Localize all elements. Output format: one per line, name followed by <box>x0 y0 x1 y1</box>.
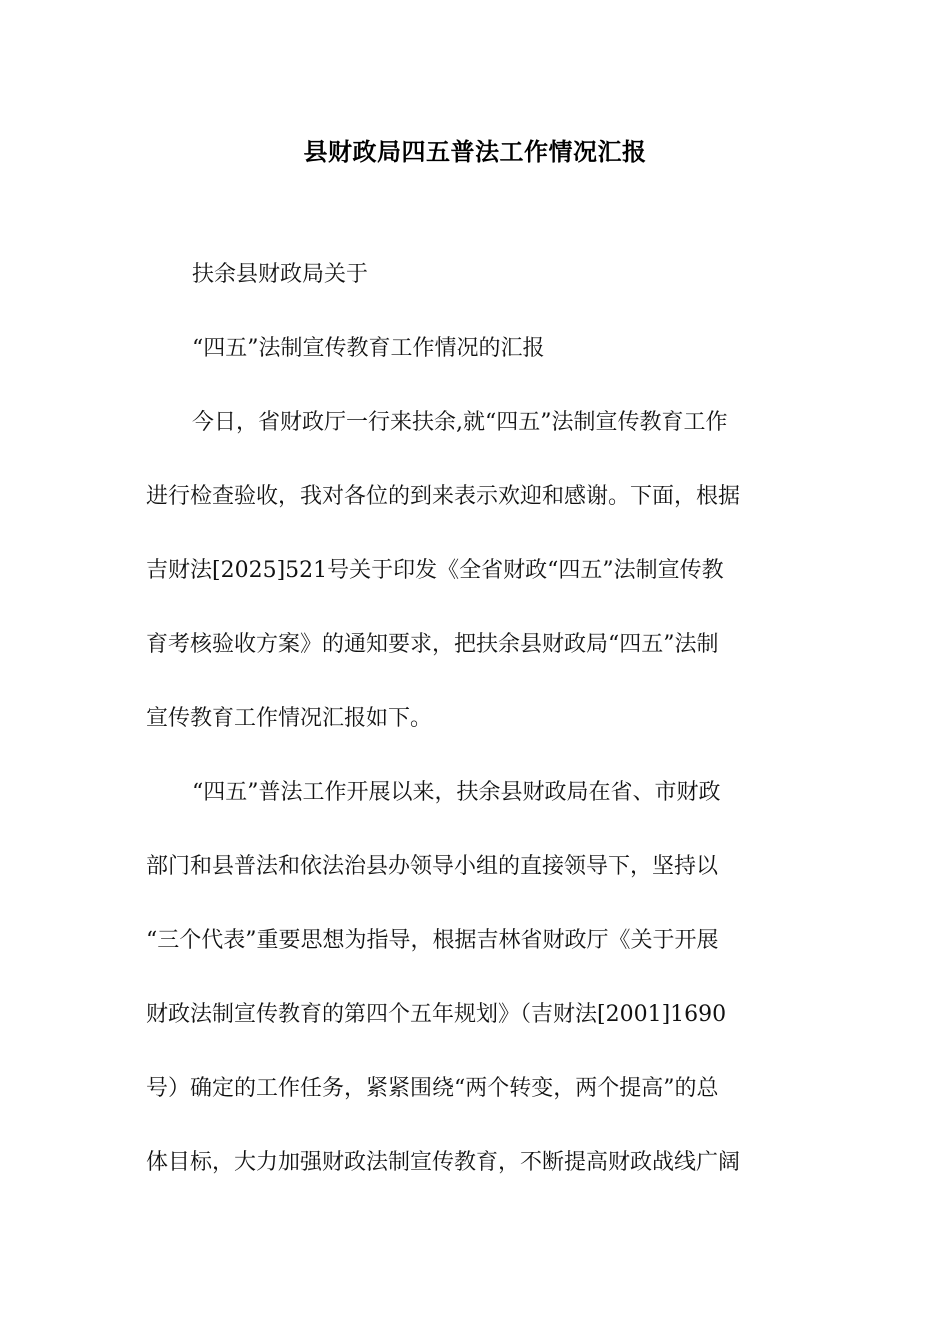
paragraph-2-line-6: 体目标，大力加强财政法制宣传教育，不断提高财政战线广阔 <box>146 1150 741 1175</box>
paragraph-1-line-1: 今日，省财政厅一行来扶余,就“四五”法制宣传教育工作 <box>192 410 728 435</box>
paragraph-2-line-5: 号）确定的工作任务，紧紧围绕“两个转变，两个提高”的总 <box>146 1076 719 1101</box>
paragraph-1-line-4: 育考核验收方案》的通知要求，把扶余县财政局“四五”法制 <box>146 632 719 657</box>
paragraph-2-line-1: “四五”普法工作开展以来，扶余县财政局在省、市财政 <box>192 780 721 805</box>
paragraph-2-line-2: 部门和县普法和依法治县办领导小组的直接领导下，坚持以 <box>146 854 719 879</box>
document-body <box>146 256 806 1218</box>
paragraph-2-line-4: 财政法制宣传教育的第四个五年规划》（吉财法[2001]1690 <box>146 1002 727 1027</box>
paragraph-1-line-5: 宣传教育工作情况汇报如下。 <box>146 706 433 731</box>
heading-line-1: 扶余县财政局关于 <box>192 262 369 287</box>
paragraph-1-line-3: 吉财法[2025]521号关于印发《全省财政“四五”法制宣传教 <box>146 558 724 583</box>
paragraph-1-line-2: 进行检查验收，我对各位的到来表示欢迎和感谢。下面，根据 <box>146 484 741 509</box>
paragraph-2-line-3: “三个代表”重要思想为指导，根据吉林省财政厅《关于开展 <box>146 928 719 953</box>
heading-line-2: “四五”法制宣传教育工作情况的汇报 <box>192 336 545 361</box>
document-title: 县财政局四五普法工作情况汇报 <box>303 137 647 166</box>
